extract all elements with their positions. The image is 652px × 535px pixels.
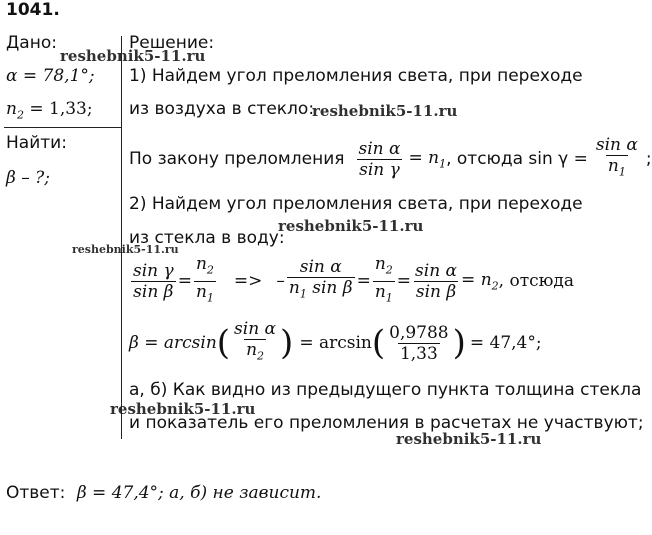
- given-header: Дано:: [6, 33, 57, 53]
- step2-line1: 2) Найдем угол преломления света, при переходе: [129, 194, 583, 214]
- remark-line1: а, б) Как видно из предыдущего пункта толщина стекла: [129, 380, 642, 400]
- arcsin-line: β = arcsin ( $\frac{\text{sin α}}{n_2}$ ) = arcsin ( $\frac{0,9788}{1,33}$ ) = 47,4°;: [129, 318, 542, 368]
- watermark: reshebnik5-11.ru: [278, 217, 424, 235]
- divider-horizontal: [4, 127, 122, 128]
- watermark: reshebnik5-11.ru: [396, 430, 542, 448]
- ratio-equation-line: $\frac{\text{sin γ}}{\text{sin β}}$ = $\frac{n_2}{n_1}$ => – $\frac{\text{sin α}}{n_1 \sin \beta}$ = $\frac{n_2}{n_1}$ = $\frac{\text{sin α}}{\text{sin β}}$ = $n_2$ , отсюда: [129, 258, 574, 304]
- step1-line1: 1) Найдем угол преломления света, при переходе: [129, 66, 583, 86]
- problem-number: 1041.: [6, 0, 60, 20]
- given-alpha: α = 78,1°;: [6, 66, 95, 86]
- find-beta: β – ?;: [6, 168, 50, 188]
- watermark: reshebnik5-11.ru: [60, 47, 206, 65]
- step1-line2: из воздуха в стекло:: [129, 99, 315, 119]
- fraction-sin-alpha-over-n1: $\frac{\text{sin α}}{n_1}$: [594, 135, 640, 182]
- divider-vertical: [121, 36, 122, 439]
- watermark: reshebnik5-11.ru: [312, 102, 458, 120]
- solution-header: Решение:: [129, 33, 215, 53]
- refraction-law-line: По закону преломления $\frac{\text{sin α}}{\text{sin γ}}$ = $n_1$ , отсюда sin γ = $\frac{\text{sin α}}{n_1}$ ;: [129, 136, 652, 182]
- step2-line2: из стекла в воду:: [129, 228, 285, 248]
- remark-line2: и показатель его преломления в расчетах не участвуют;: [129, 413, 644, 433]
- fraction-sin-alpha-over-sin-gamma: $\frac{\text{sin α}}{\text{sin γ}}$: [358, 138, 401, 180]
- watermark: reshebnik5-11.ru: [110, 400, 256, 418]
- answer-line: Ответ: β = 47,4°; а, б) не зависит.: [6, 483, 322, 503]
- given-n2: $n_2 = 1,33$;: [6, 99, 93, 122]
- watermark: reshebnik5-11.ru: [72, 243, 179, 256]
- find-header: Найти:: [6, 133, 67, 153]
